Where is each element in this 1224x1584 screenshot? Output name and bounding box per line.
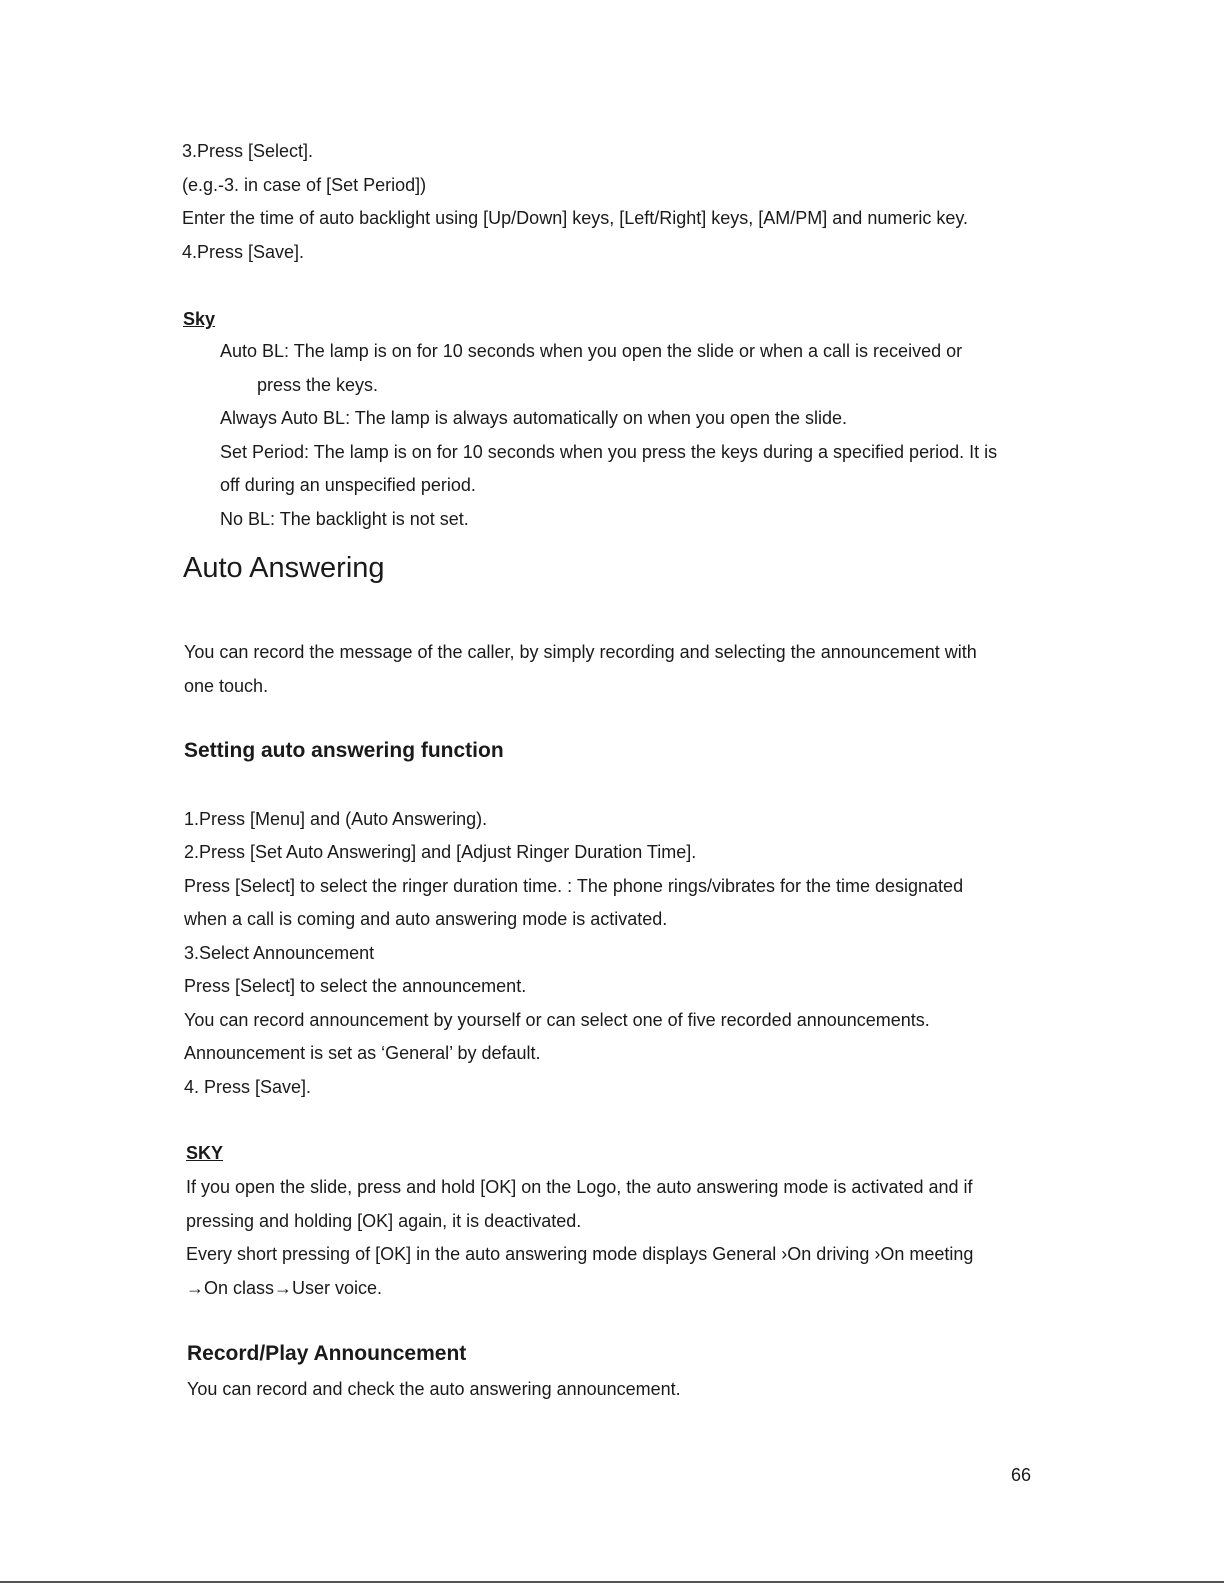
setting-step3: 3.Select Announcement — [184, 943, 375, 963]
record-play-text: You can record and check the auto answering announcement. — [187, 1379, 681, 1399]
sky-backlight-heading: Sky — [183, 309, 216, 329]
intro-step4: 4.Press [Save]. — [182, 242, 305, 262]
auto-bl-line2: press the keys. — [257, 375, 379, 395]
always-auto-bl: Always Auto BL: The lamp is always automatically on when you open the slide. — [220, 408, 848, 428]
set-period-line2: off during an unspecified period. — [220, 475, 476, 495]
setting-function-heading: Setting auto answering function — [184, 739, 504, 762]
sky-para2-line1: Every short pressing of [OK] in the auto answering mode displays General ›On driving ›On meeting — [186, 1244, 974, 1264]
sky-answering-heading: SKY — [186, 1143, 224, 1163]
page-edge-divider — [0, 1581, 1224, 1583]
setting-step2: 2.Press [Set Auto Answering] and [Adjust Ringer Duration Time]. — [184, 842, 697, 862]
auto-bl-line1: Auto BL: The lamp is on for 10 seconds when you open the slide or when a call is received or — [220, 341, 963, 361]
intro-enter-time: Enter the time of auto backlight using [Up/Down] keys, [Left/Right] keys, [AM/PM] and numeric key. — [182, 208, 969, 228]
no-bl: No BL: The backlight is not set. — [220, 509, 469, 529]
sky-para1-line1: If you open the slide, press and hold [OK] on the Logo, the auto answering mode is activated and if — [186, 1177, 973, 1197]
intro-step3: 3.Press [Select]. — [182, 141, 314, 161]
sky-para2-line2: →On class→User voice. — [186, 1278, 383, 1298]
auto-answering-intro-line1: You can record the message of the caller, by simply recording and selecting the announcement with — [184, 642, 977, 662]
set-period-line1: Set Period: The lamp is on for 10 seconds when you press the keys during a specified period. It is — [220, 442, 998, 462]
ringer-line2: when a call is coming and auto answering mode is activated. — [184, 909, 668, 929]
setting-step4: 4. Press [Save]. — [184, 1077, 312, 1097]
page-number: 66 — [1011, 1465, 1032, 1485]
ringer-line1: Press [Select] to select the ringer duration time. : The phone rings/vibrates for the time designated — [184, 876, 964, 896]
record-play-heading: Record/Play Announcement — [187, 1342, 467, 1365]
auto-answering-intro-line2: one touch. — [184, 676, 269, 696]
intro-example: (e.g.-3. in case of [Set Period]) — [182, 175, 427, 195]
auto-answering-title: Auto Answering — [183, 552, 385, 584]
setting-step1: 1.Press [Menu] and (Auto Answering). — [184, 809, 488, 829]
record-announcement: You can record announcement by yourself or can select one of five recorded announcements. — [184, 1010, 930, 1030]
sky-para1-line2: pressing and holding [OK] again, it is deactivated. — [186, 1211, 582, 1231]
select-announcement: Press [Select] to select the announcement. — [184, 976, 527, 996]
default-announcement: Announcement is set as ‘General’ by default. — [184, 1043, 541, 1063]
